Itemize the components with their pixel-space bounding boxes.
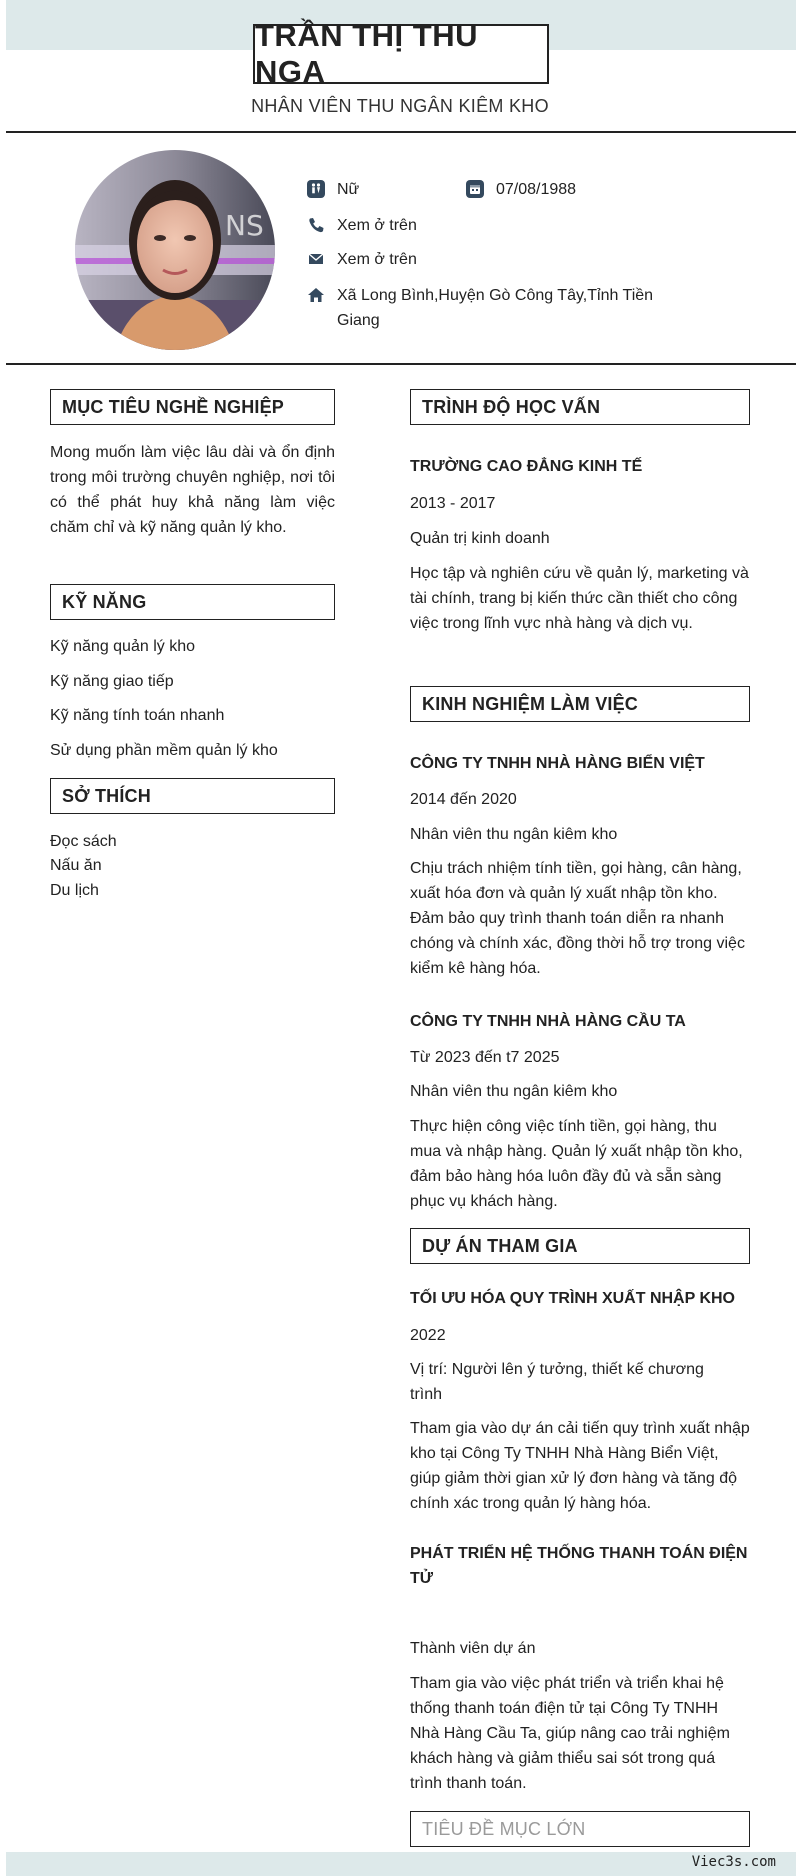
birthday-value: 07/08/1988	[496, 181, 577, 198]
divider-middle	[6, 363, 796, 365]
address-item	[307, 283, 687, 333]
watermark: Viec3s.com	[691, 1854, 776, 1870]
experience-heading: KINH NGHIỆM LÀM VIỆC	[410, 686, 750, 722]
phone-icon	[307, 216, 325, 234]
skills-heading: KỸ NĂNG	[50, 584, 335, 620]
phone-value: Xem ở trên	[337, 217, 417, 234]
skill-item: Kỹ năng quản lý kho	[50, 638, 195, 655]
phone-item	[307, 213, 417, 238]
education-period: 2013 - 2017	[410, 495, 496, 512]
projects-heading: DỰ ÁN THAM GIA	[410, 1228, 750, 1264]
education-major: Quản trị kinh doanh	[410, 530, 550, 547]
objective-heading: MỤC TIÊU NGHỀ NGHIỆP	[50, 389, 335, 425]
project-description: Tham gia vào việc phát triển và triển khai hệ thống thanh toán điện tử tại Công Ty TNHH Nhà Hàng Cầu Ta, giúp nâng cao trải nghiệm khách hàng và giảm thiểu sai sót trong quá trình thanh toán.	[410, 1675, 730, 1792]
job-period: Từ 2023 đến t7 2025	[410, 1049, 560, 1066]
project-year: 2022	[410, 1327, 446, 1344]
skill-item: Kỹ năng giao tiếp	[50, 673, 174, 690]
home-icon	[307, 286, 325, 304]
svg-text:NS: NS	[225, 209, 264, 242]
hobby-item: Nấu ăn	[50, 857, 102, 874]
education-school: TRƯỜNG CAO ĐẲNG KINH TẾ	[410, 458, 643, 475]
email-item	[307, 247, 417, 272]
address-value: Xã Long Bình,Huyện Gò Công Tây,Tỉnh Tiền Giang	[337, 287, 654, 329]
gender-value: Nữ	[337, 181, 360, 198]
job-description: Chịu trách nhiệm tính tiền, gọi hàng, cân hàng, xuất hóa đơn và quản lý xuất nhập tồn kho. Đảm bảo quy trình thanh toán diễn ra nhanh chóng và chính xác, đồng thời hỗ trợ trong việc kiểm kê hàng hóa.	[410, 860, 745, 977]
calendar-icon	[466, 180, 484, 198]
skill-item: Sử dụng phần mềm quản lý kho	[50, 742, 278, 759]
gender-item	[307, 177, 359, 202]
email-icon	[307, 250, 325, 268]
candidate-name: TRẦN THỊ THU NGA	[253, 24, 549, 84]
job-company: CÔNG TY TNHH NHÀ HÀNG CẦU TA	[410, 1013, 686, 1030]
bottom-band	[6, 1852, 796, 1876]
email-value: Xem ở trên	[337, 251, 417, 268]
skill-item: Kỹ năng tính toán nhanh	[50, 707, 225, 724]
hobby-item: Đọc sách	[50, 833, 117, 850]
divider-top	[6, 131, 796, 133]
gender-icon	[307, 180, 325, 198]
project-name: TỐI ƯU HÓA QUY TRÌNH XUẤT NHẬP KHO	[410, 1290, 735, 1307]
project-role: Thành viên dự án	[410, 1640, 536, 1657]
placeholder-section-heading: TIÊU ĐỀ MỤC LỚN	[410, 1811, 750, 1847]
job-description: Thực hiện công việc tính tiền, gọi hàng, thu mua và nhập hàng. Quản lý xuất nhập tồn kho, đảm bảo hàng hóa luôn đầy đủ và sẵn sàng phục vụ khách hàng.	[410, 1118, 743, 1210]
education-description: Học tập và nghiên cứu về quản lý, marketing và tài chính, trang bị kiến thức cần thiết cho công việc trong lĩnh vực nhà hàng và dịch vụ.	[410, 565, 749, 632]
objective-text: Mong muốn làm việc lâu dài và ổn định trong môi trường chuyên nghiệp, nơi tôi có thể phát huy khả năng làm việc chăm chỉ và kỹ năng quản lý kho.	[50, 444, 335, 536]
job-company: CÔNG TY TNHH NHÀ HÀNG BIỂN VIỆT	[410, 755, 705, 772]
project-name: PHÁT TRIỂN HỆ THỐNG THANH TOÁN ĐIỆN TỬ	[410, 1545, 748, 1587]
job-title: NHÂN VIÊN THU NGÂN KIÊM KHO	[251, 96, 549, 116]
job-period: 2014 đến 2020	[410, 791, 517, 808]
hobbies-heading: SỞ THÍCH	[50, 778, 335, 814]
job-position: Nhân viên thu ngân kiêm kho	[410, 1083, 618, 1100]
project-description: Tham gia vào dự án cải tiến quy trình xuất nhập kho tại Công Ty TNHH Nhà Hàng Biển Việt, giúp giảm thời gian xử lý đơn hàng và tăng độ chính xác trong quản lý hàng hóa.	[410, 1420, 750, 1512]
education-heading: TRÌNH ĐỘ HỌC VẤN	[410, 389, 750, 425]
job-position: Nhân viên thu ngân kiêm kho	[410, 826, 618, 843]
avatar	[75, 150, 275, 350]
birthday-item	[466, 177, 576, 202]
project-role: Vị trí: Người lên ý tưởng, thiết kế chương trình	[410, 1361, 704, 1403]
hobby-item: Du lịch	[50, 882, 99, 899]
